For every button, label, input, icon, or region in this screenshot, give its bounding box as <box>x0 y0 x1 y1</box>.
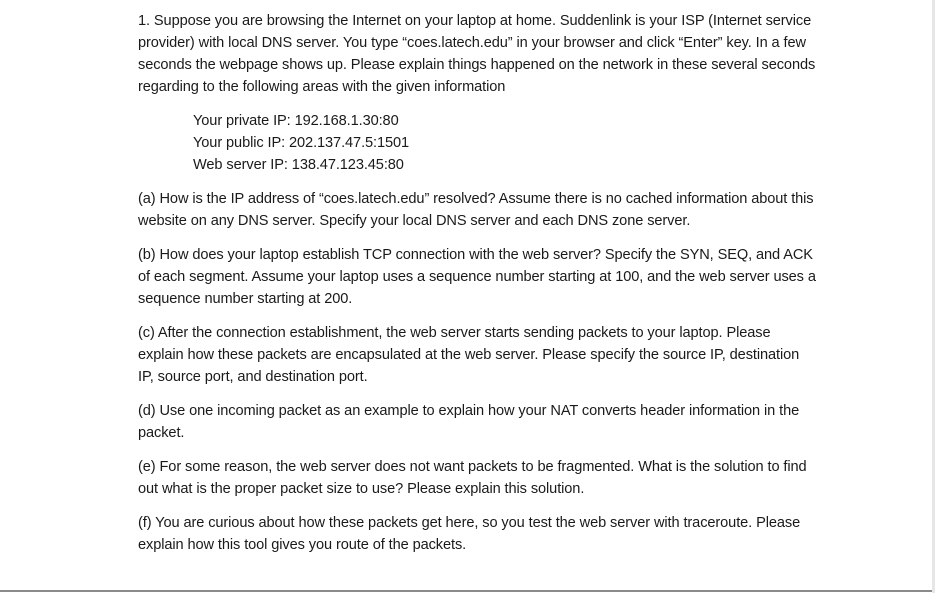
question-f: (f) You are curious about how these packets get here, so you test the web server with traceroute. Please explain how this tool gives you route of the packets. <box>138 515 801 553</box>
web-server-ip-line: Web server IP: 138.47.123.45:80 <box>193 157 404 173</box>
document-body <box>138 10 818 568</box>
public-ip-line: Your public IP: 202.137.47.5:1501 <box>193 135 410 151</box>
question-a: (a) How is the IP address of “coes.latech.edu” resolved? Assume there is no cached information about this website on any DNS server. Specify your local DNS server and each DNS zone server. <box>138 191 814 229</box>
page-bottom-border <box>0 590 935 592</box>
question-intro: 1. Suppose you are browsing the Internet on your laptop at home. Suddenlink is your ISP (Internet service provider) with local DNS server. You type “coes.latech.edu” in your browser and click “Enter” key. In a few seconds the webpage shows up. Please explain things happened on the network in these several seconds regarding to the following areas with the given information <box>138 13 816 95</box>
private-ip-line: Your private IP: 192.168.1.30:80 <box>193 113 399 129</box>
question-d: (d) Use one incoming packet as an example to explain how your NAT converts header information in the packet. <box>138 403 800 441</box>
question-c: (c) After the connection establishment, the web server starts sending packets to your laptop. Please explain how these packets are encapsulated at the web server. Please specify the source IP, destination IP, source port, and destination port. <box>138 325 800 385</box>
question-e: (e) For some reason, the web server does not want packets to be fragmented. What is the solution to find out what is the proper packet size to use? Please explain this solution. <box>138 459 807 497</box>
ip-info-block <box>193 110 818 176</box>
question-b: (b) How does your laptop establish TCP connection with the web server? Specify the SYN, SEQ, and ACK of each segment. Assume your laptop uses a sequence number starting at 100, and the web server uses a sequence number starting at 200. <box>138 247 816 307</box>
